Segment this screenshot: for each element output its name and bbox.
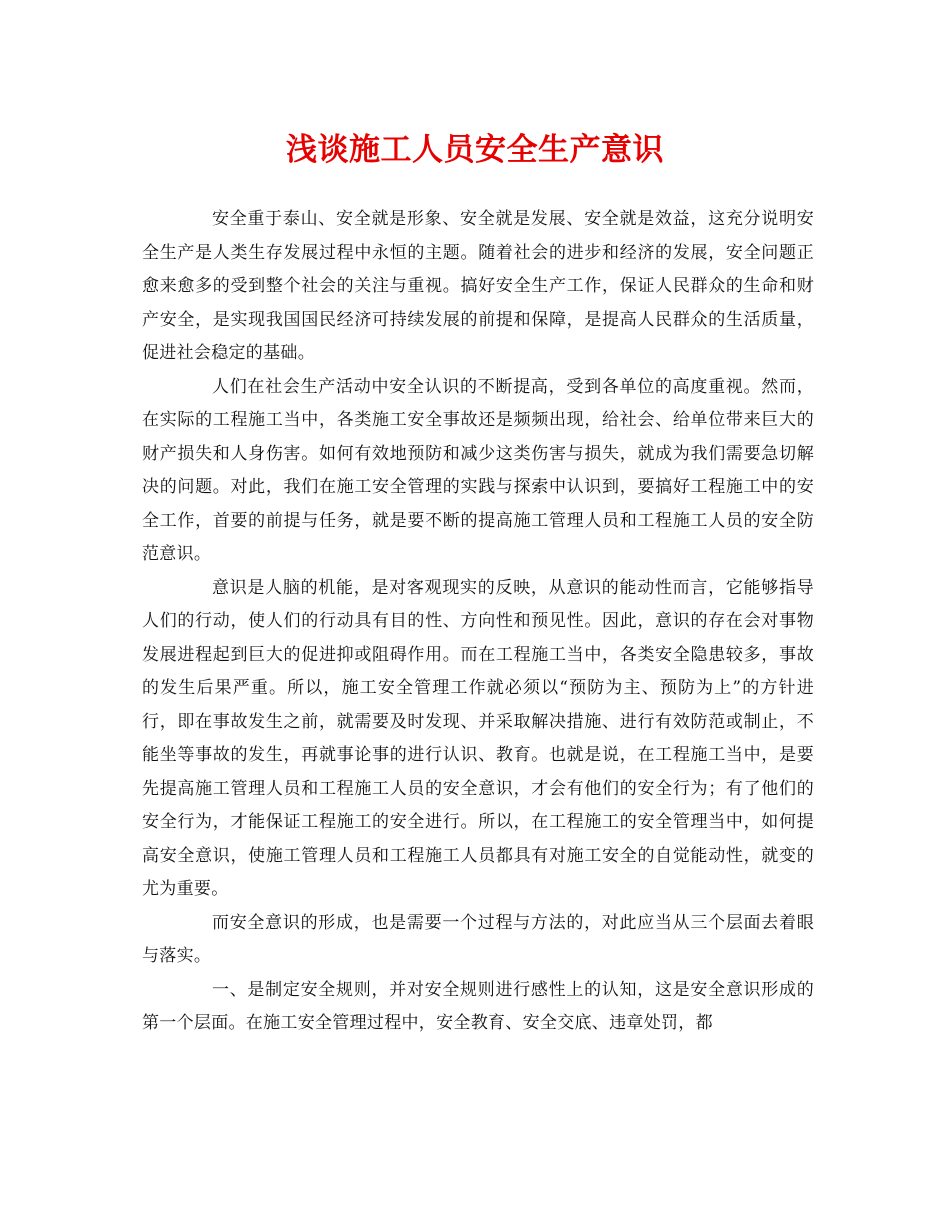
document-title: 浅谈施工人员安全生产意识 (286, 132, 664, 168)
paragraph-2: 人们在社会生产活动中安全认识的不断提高，受到各单位的高度重视。然而，在实际的工程施工当中，各类施工安全事故还是频频出现，给社会、给单位带来巨大的财产损失和人身伤害。如何有效地预防和减少这类伤害与损失，就成为我们需要急切解决的问题。对此，我们在施工安全管理的实践与探索中认识到，要搞好工程施工中的安全工作，首要的前提与任务，就是要不断的提高施工管理人员和工程施工人员的安全防范意识。 (142, 376, 814, 564)
paragraph-4: 而安全意识的形成，也是需要一个过程与方法的，对此应当从三个层面去着眼与落实。 (142, 912, 814, 966)
paragraph-1: 安全重于泰山、安全就是形象、安全就是发展、安全就是效益，这充分说明安全生产是人类生存发展过程中永恒的主题。随着社会的进步和经济的发展，安全问题正愈来愈多的受到整个社会的关注与重视。搞好安全生产工作，保证人民群众的生命和财产安全，是实现我国国民经济可持续发展的前提和保障，是提高人民群众的生活质量，促进社会稳定的基础。 (142, 209, 814, 363)
document-body (142, 203, 814, 1041)
paragraph-3: 意识是人脑的机能，是对客观现实的反映，从意识的能动性而言，它能够指导人们的行动，使人们的行动具有目的性、方向性和预见性。因此，意识的存在会对事物发展进程起到巨大的促进抑或阻碍作用。而在工程施工当中，各类安全隐患较多，事故的发生后果严重。所以，施工安全管理工作就必须以“预防为主、预防为上”的方针进行，即在事故发生之前，就需要及时发现、并采取解决措施、进行有效防范或制止，不能坐等事故的发生，再就事论事的进行认识、教育。也就是说，在工程施工当中，是要先提高施工管理人员和工程施工人员的安全意识，才会有他们的安全行为；有了他们的安全行为，才能保证工程施工的安全进行。所以，在工程施工的安全管理当中，如何提高安全意识，使施工管理人员和工程施工人员都具有对施工安全的自觉能动性，就变的尤为重要。 (142, 577, 814, 899)
paragraph-5: 一、是制定安全规则，并对安全规则进行感性上的认知，这是安全意识形成的第一个层面。在施工安全管理过程中，安全教育、安全交底、违章处罚，都 (142, 979, 814, 1033)
